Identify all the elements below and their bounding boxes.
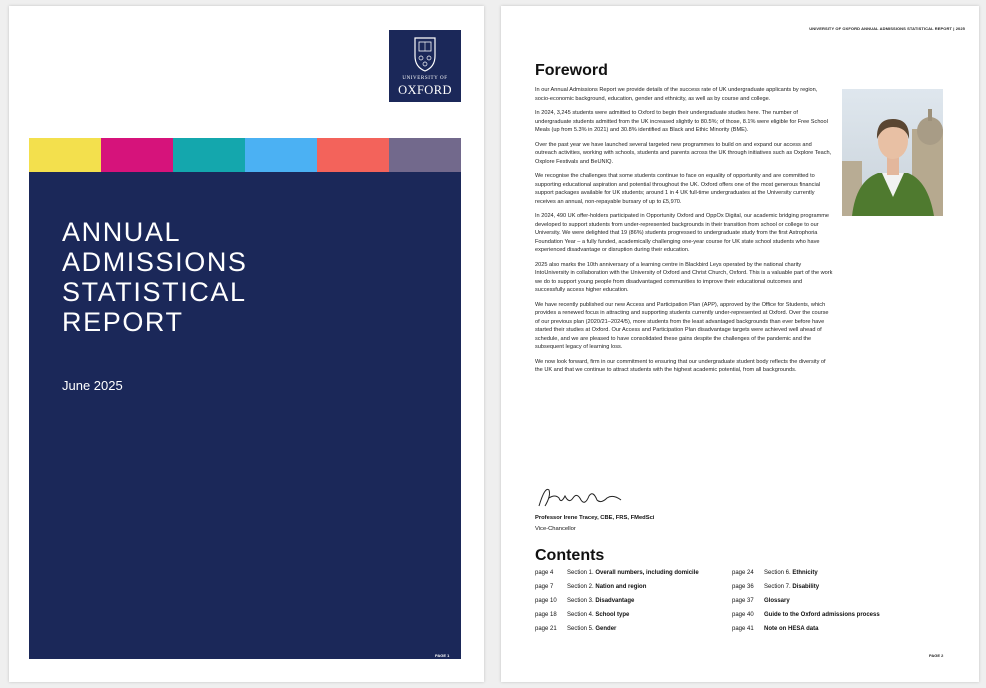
- contents-section-label: Section 4.: [567, 612, 596, 618]
- contents-entry[interactable]: [535, 570, 699, 584]
- cover-title-line: ADMISSIONS: [62, 247, 248, 277]
- contents-title: Contents: [535, 547, 605, 564]
- contents-page-number: page 37: [732, 598, 754, 604]
- contents-entry[interactable]: [535, 598, 699, 612]
- contents-section-title: Ethnicity: [792, 570, 818, 576]
- contents-page-number: page 4: [535, 570, 554, 576]
- cover-title: [62, 217, 422, 337]
- contents-entry[interactable]: [732, 626, 880, 640]
- contents-section-title: Note on HESA data: [764, 626, 819, 632]
- vice-chancellor-photo: [842, 89, 943, 216]
- contents-section-label: Section 5.: [567, 626, 596, 632]
- running-head: UNIVERSITY OF OXFORD ANNUAL ADMISSIONS STATISTICAL REPORT | 2025: [809, 26, 965, 31]
- contents-section-title: School type: [595, 612, 630, 618]
- contents-page-number: page 41: [732, 626, 754, 632]
- signature: [535, 482, 625, 512]
- contents-section: [764, 584, 819, 590]
- contents-section: [764, 626, 818, 632]
- contents-section-title: Nation and region: [595, 584, 647, 590]
- foreword-paragraph: 2025 also marks the 10th anniversary of a learning centre in Blackbird Leys operated by the national charity IntoUniversity in collaboration with the University of Oxford and Christ Church, Oxford. This is a valuable part of the work we do to support young people from disadvantaged communities to improve their educational outcomes and successfully access higher education.: [535, 261, 833, 293]
- foreword-paragraph: We recognise the challenges that some students continue to face on equality of opportunity and are committed to supporting educational aspiration and potential throughout the UK. Oxford offers one of the most generous financial support packages available for UK students; around 1 in 4 UK full-time undergraduates at the University currently receives an annual, non-repayable bursary of up to £5,970.: [535, 173, 821, 205]
- logo-university-text: UNIVERSITY OF: [402, 76, 448, 81]
- contents-page-number: page 40: [732, 612, 754, 618]
- contents-section-label: Section 3.: [567, 598, 596, 604]
- contents-page-number: page 21: [535, 626, 557, 632]
- crest-icon: [413, 36, 437, 72]
- color-strip-block: [29, 138, 101, 172]
- cover-title-line: ANNUAL: [62, 217, 182, 247]
- signatory-name: Professor Irene Tracey, CBE, FRS, FMedSci: [535, 515, 655, 521]
- contents-page-number: page 36: [732, 584, 754, 590]
- foreword-paragraph: In 2024, 490 UK offer-holders participated in Opportunity Oxford and OppOx Digital, our academic bridging programme developed to support students from under-represented backgrounds in their transition from school or college to our University. We were delighted that 19 (86%) students progressed to undergraduate study from the first Astrophoria Foundation Year – a fully funded, academically challenging one-year course for UK state school students who have experienced disadvantage or disruption during their education.: [535, 213, 830, 253]
- foreword-paragraph: In 2024, 3,245 students were admitted to Oxford to begin their undergraduate studies here. The number of undergraduate students admitted from the UK increased slightly to 80.5%; of those, 8.1% were eligible for Free School Meals (up from 5.3% in 2021) and 30.8% identified as Black and Ethic Minority (BME).: [535, 110, 828, 133]
- logo-oxford-text: OXFORD: [398, 83, 452, 97]
- contents-entry[interactable]: [732, 612, 880, 626]
- foreword-page: [501, 6, 979, 682]
- contents-page-number: page 24: [732, 570, 754, 576]
- contents-entry[interactable]: [535, 612, 699, 626]
- contents-page-number: page 10: [535, 598, 557, 604]
- contents-section: [567, 584, 646, 590]
- signatory-role: Vice-Chancellor: [535, 526, 576, 532]
- contents-section: [567, 612, 629, 618]
- color-strip: [29, 138, 461, 172]
- contents-section: [567, 626, 616, 632]
- contents-entry[interactable]: [535, 584, 699, 598]
- contents-entry[interactable]: [732, 584, 880, 598]
- contents-entry[interactable]: [535, 626, 699, 640]
- contents-section-label: Section 7.: [764, 584, 793, 590]
- color-strip-block: [245, 138, 317, 172]
- color-strip-block: [101, 138, 173, 172]
- contents-list-right: [732, 570, 880, 640]
- page-number: PAGE 2: [929, 653, 944, 658]
- cover-title-line: REPORT: [62, 307, 184, 337]
- contents-section-title: Gender: [595, 626, 617, 632]
- university-logo: [389, 30, 461, 102]
- contents-section-title: Disadvantage: [595, 598, 635, 604]
- cover-title-line: STATISTICAL: [62, 277, 247, 307]
- foreword-paragraph: Over the past year we have launched several targeted new programmes to build on and expand our access and outreach activities, working with schools, students and parents across the UK through initiatives such as Oxplore Teach, Oxplore Festivals and BeUNIQ.: [535, 141, 832, 165]
- contents-section: [567, 570, 699, 576]
- contents-section-title: Disability: [792, 584, 820, 590]
- cover-panel: [29, 172, 461, 659]
- contents-entry[interactable]: [732, 598, 880, 612]
- contents-section: [764, 598, 790, 604]
- contents-page-number: page 18: [535, 612, 557, 618]
- contents-section: [764, 570, 818, 576]
- foreword-title: Foreword: [535, 62, 608, 79]
- foreword-paragraph: In our Annual Admissions Report we provide details of the success rate of UK undergraduate applicants by region, socio-economic background, education, gender and ethnicity, as well as by course and college.: [535, 87, 818, 102]
- contents-section: [567, 598, 634, 604]
- contents-section-title: Guide to the Oxford admissions process: [764, 612, 880, 618]
- contents-entry[interactable]: [732, 570, 880, 584]
- contents-page-number: page 7: [535, 584, 554, 590]
- foreword-paragraph: We now look forward, firm in our commitment to ensuring that our undergraduate student body reflects the diversity of the UK and that we continue to attract students with the highest academic potential, from all backgrounds.: [535, 358, 826, 373]
- foreword-paragraph: We have recently published our new Access and Participation Plan (APP), approved by the Office for Students, which provides a renewed focus in attracting and supporting students currently under-represented at Oxford. Over the course of our previous plan (2020/21–2024/5), more students from the least advantaged backgrounds than ever before have started their studies at Oxford. Our Access and Participation Plan disadvantage targets were achieved well ahead of schedule, and we are pleased to have consolidated these gains despite the challenges of the pandemic and the subsequent legacy of learning loss.: [535, 301, 829, 350]
- contents-section-label: Section 2.: [567, 584, 596, 590]
- color-strip-block: [173, 138, 245, 172]
- color-strip-block: [389, 138, 461, 172]
- page-number: PAGE 1: [435, 653, 450, 658]
- color-strip-block: [317, 138, 389, 172]
- foreword-body: [535, 86, 833, 381]
- contents-section-title: Overall numbers, including domicile: [595, 570, 699, 576]
- contents-section-label: Section 6.: [764, 570, 793, 576]
- contents-section: [764, 612, 880, 618]
- cover-page: [9, 6, 484, 682]
- contents-list-left: [535, 570, 699, 640]
- cover-date: June 2025: [62, 378, 123, 393]
- contents-section-title: Glossary: [764, 598, 790, 604]
- contents-section-label: Section 1.: [567, 570, 596, 576]
